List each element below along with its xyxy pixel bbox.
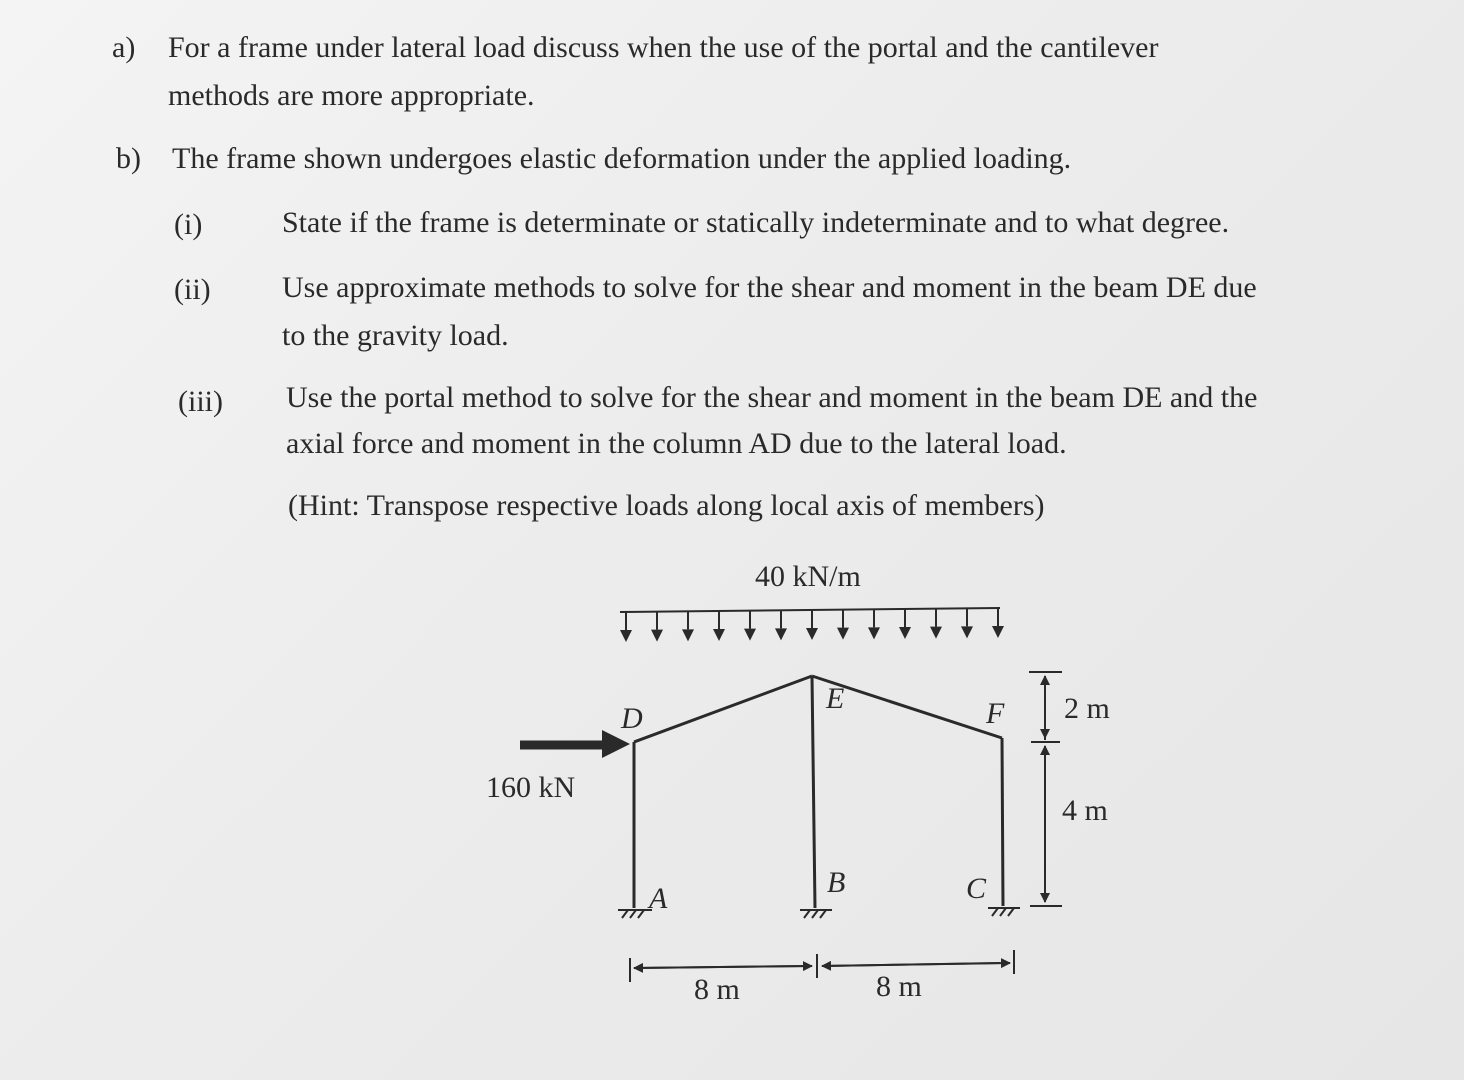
dim-span-right-label: 8 m: [876, 970, 922, 1003]
rafter-de: [634, 676, 812, 742]
udl-arrowhead: [868, 627, 880, 639]
udl-arrowhead: [837, 628, 849, 640]
dim-column-height-label: 4 m: [1062, 794, 1108, 827]
label-e: E: [826, 682, 845, 715]
frame-members: [634, 676, 1003, 908]
dim-roof-rise-label: 2 m: [1064, 692, 1110, 725]
lateral-load-label: 160 kN: [486, 771, 576, 804]
distributed-load-label: 40 kN/m: [755, 560, 861, 593]
udl-arrowhead: [651, 630, 663, 642]
column-be: [812, 676, 815, 908]
udl-arrowhead: [713, 629, 725, 641]
horizontal-dimensions: [630, 950, 1014, 982]
distributed-load-arrows: [620, 608, 1004, 642]
label-d: D: [621, 702, 643, 735]
udl-arrowhead: [682, 629, 694, 641]
udl-arrowhead: [899, 627, 911, 639]
udl-arrowhead: [744, 629, 756, 641]
part-iii-line-2: axial force and moment in the column AD due to the lateral load.: [286, 427, 1067, 460]
fixed-supports: [618, 908, 1020, 918]
question-b-marker: b): [116, 142, 141, 175]
part-ii-line-1: Use approximate methods to solve for the shear and moment in the beam DE due: [282, 271, 1257, 304]
question-a-line-1: For a frame under lateral load discuss when the use of the portal and the cantilever: [168, 31, 1159, 64]
label-a: A: [649, 882, 668, 915]
question-a-line-2: methods are more appropriate.: [168, 79, 535, 112]
udl-arrowhead: [961, 626, 973, 638]
hint-text: (Hint: Transpose respective loads along local axis of members): [288, 489, 1045, 522]
part-iii-line-1: Use the portal method to solve for the shear and moment in the beam DE and the: [286, 381, 1258, 414]
label-c: C: [966, 872, 987, 905]
udl-arrowhead: [620, 630, 632, 642]
part-i-marker: (i): [174, 208, 203, 241]
vertical-dimensions: [1029, 672, 1062, 906]
dim-span-left-label: 8 m: [694, 973, 740, 1006]
label-f: F: [986, 697, 1005, 730]
udl-arrowhead: [806, 628, 818, 640]
udl-arrowhead: [930, 627, 942, 639]
question-b-intro: The frame shown undergoes elastic deformation under the applied loading.: [172, 142, 1072, 175]
udl-arrowhead: [992, 626, 1004, 638]
part-i-text: State if the frame is determinate or statically indeterminate and to what degree.: [282, 206, 1230, 239]
column-cf: [1002, 738, 1003, 906]
lateral-load-arrow: [520, 730, 630, 758]
question-a-marker: a): [112, 31, 136, 64]
part-iii-marker: (iii): [178, 385, 223, 418]
label-b: B: [827, 866, 846, 899]
udl-arrowhead: [775, 628, 787, 640]
part-ii-line-2: to the gravity load.: [282, 319, 509, 352]
part-ii-marker: (ii): [174, 273, 211, 306]
